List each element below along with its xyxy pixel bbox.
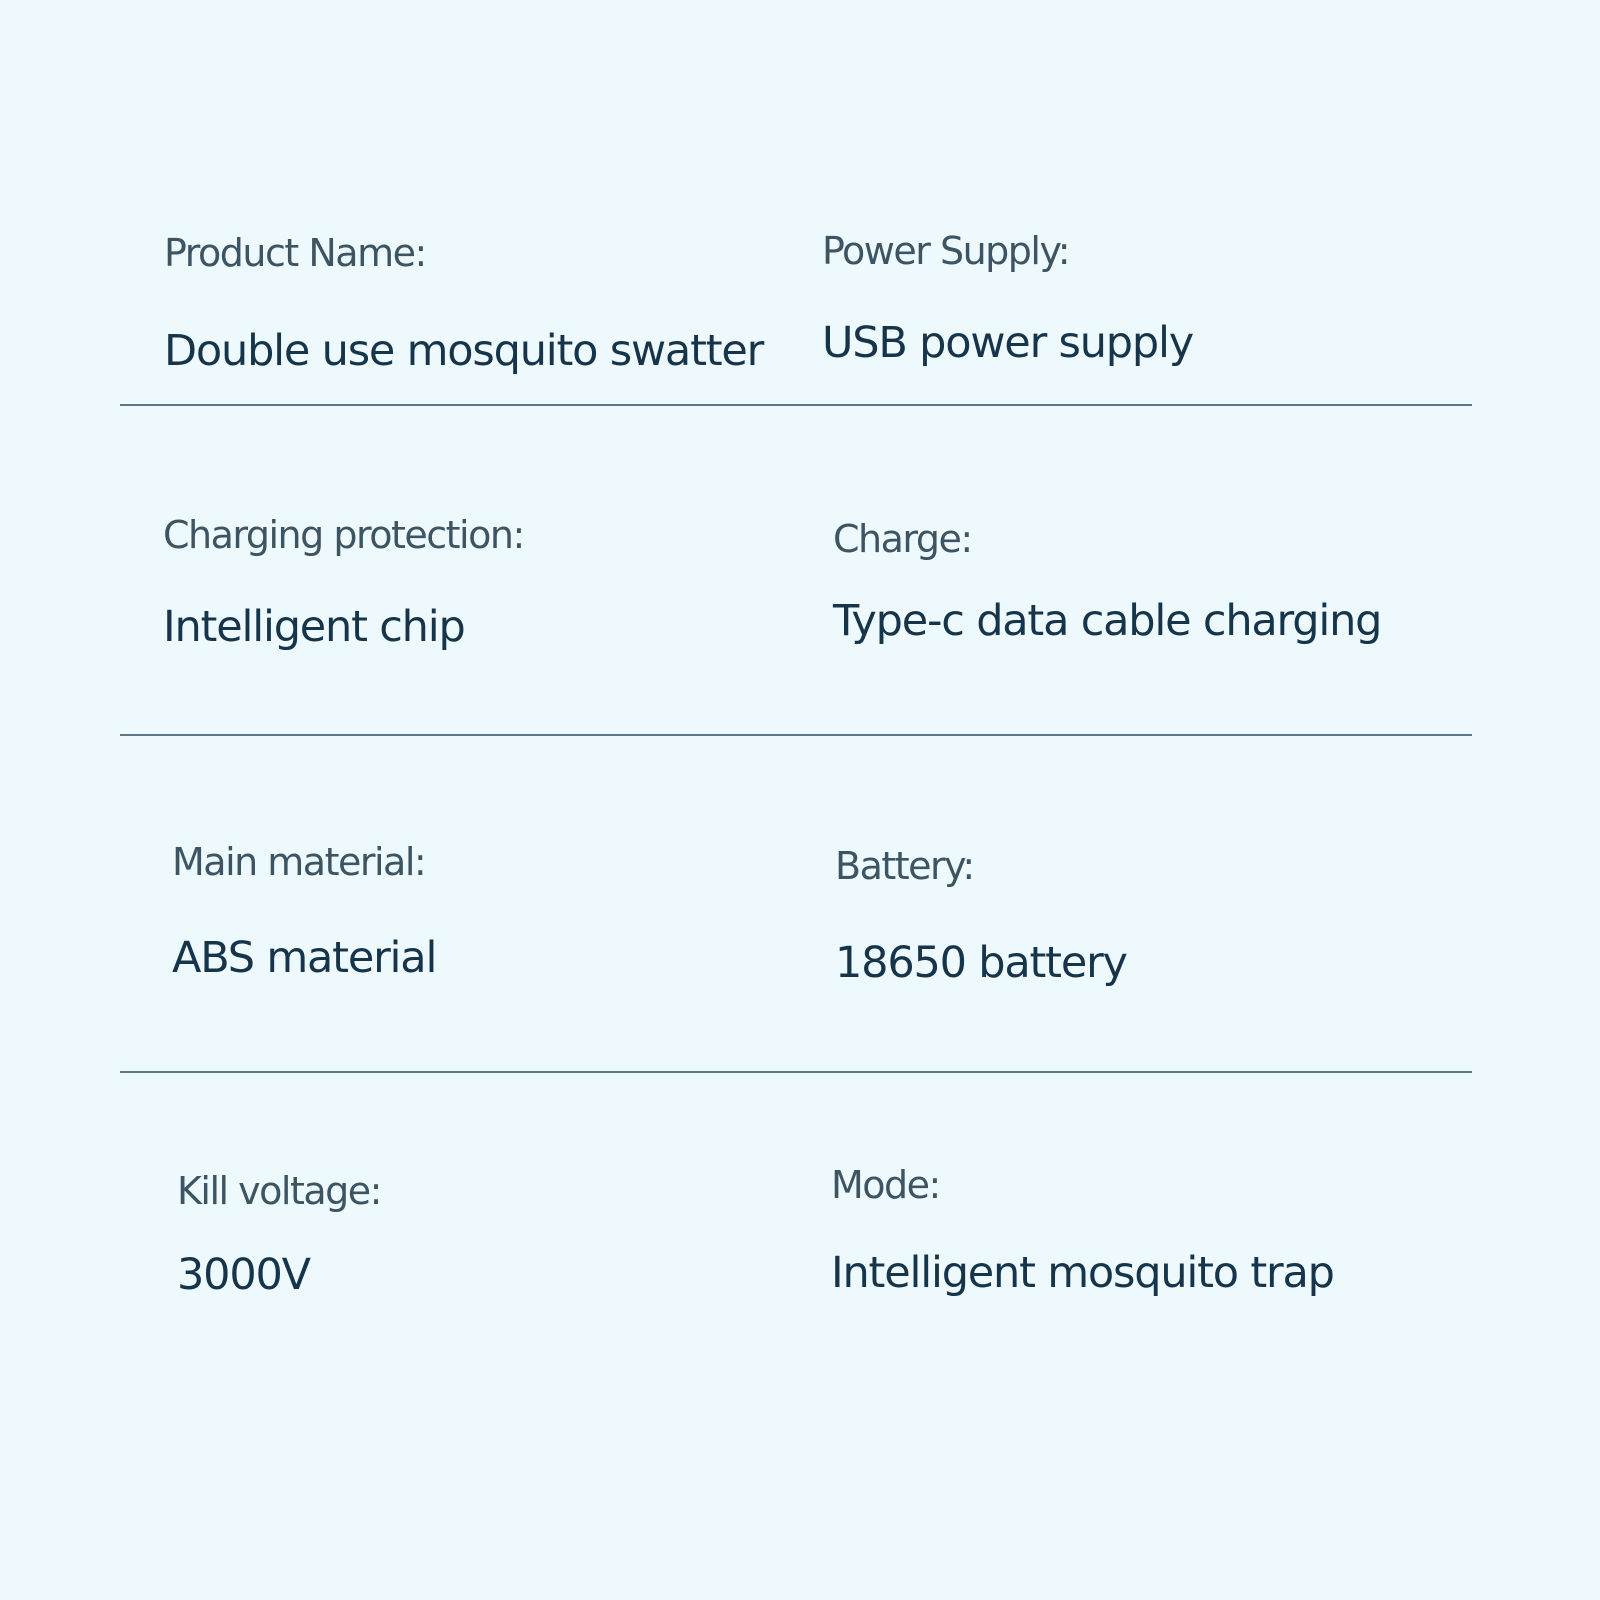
spec-battery [835, 844, 1475, 988]
spec-label: Kill voltage: [177, 1169, 381, 1213]
spec-value: 18650 battery [835, 938, 1127, 988]
spec-charging-protection [163, 513, 803, 652]
spec-mode [831, 1163, 1471, 1298]
spec-label: Mode: [831, 1163, 940, 1207]
spec-label: Battery: [835, 844, 974, 888]
spec-label: Product Name: [164, 231, 426, 275]
row-divider [120, 404, 1472, 406]
row-divider [120, 734, 1472, 736]
spec-value: USB power supply [822, 318, 1193, 368]
spec-label: Main material: [172, 840, 426, 884]
spec-kill-voltage [177, 1169, 817, 1300]
spec-label: Charge: [833, 517, 972, 561]
spec-label: Power Supply: [822, 229, 1070, 273]
spec-value: Intelligent chip [163, 602, 465, 652]
spec-product-name [164, 231, 804, 376]
spec-value: 3000V [177, 1250, 310, 1300]
spec-value: ABS material [172, 933, 437, 983]
spec-value: Type-c data cable charging [833, 596, 1382, 646]
spec-label: Charging protection: [163, 513, 524, 557]
spec-value: Intelligent mosquito trap [831, 1248, 1334, 1298]
spec-main-material [172, 840, 812, 983]
spec-charge [833, 517, 1473, 646]
row-divider [120, 1071, 1472, 1073]
spec-value: Double use mosquito swatter [164, 326, 764, 376]
spec-power-supply [822, 229, 1462, 368]
